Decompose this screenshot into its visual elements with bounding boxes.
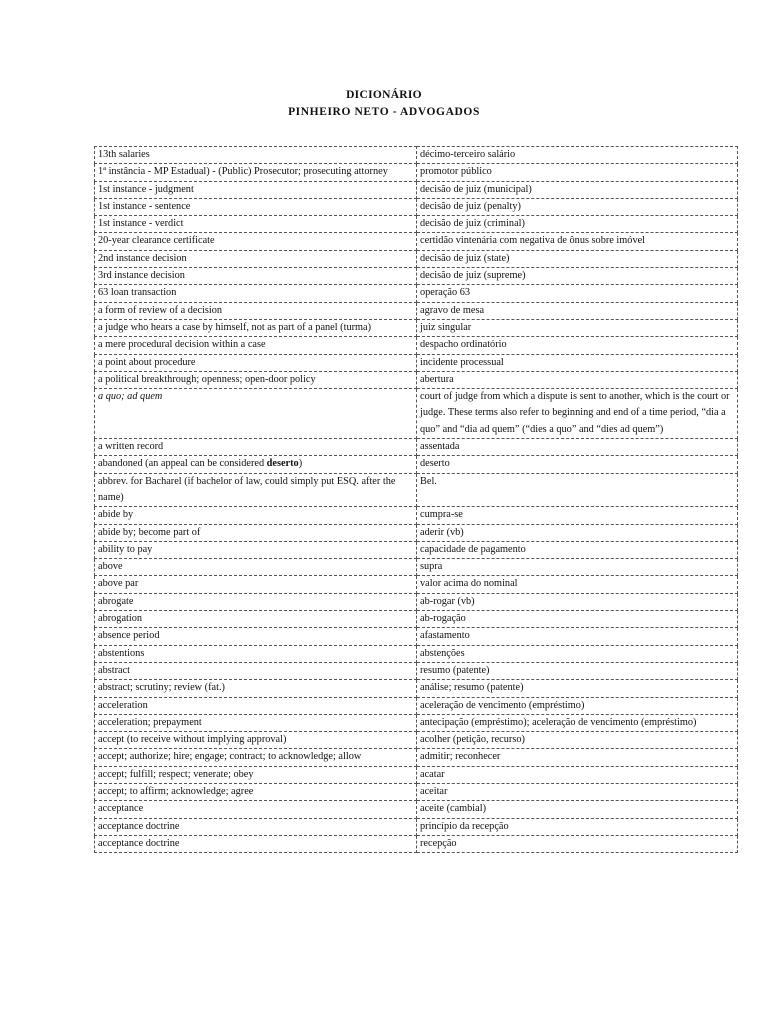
portuguese-term: certidão vintenária com negativa de ônus sobre imóvel: [417, 233, 738, 250]
portuguese-term: decisão de juiz (state): [417, 250, 738, 267]
table-row: [95, 456, 738, 473]
portuguese-term: admitir; reconhecer: [417, 749, 738, 766]
table-row: [95, 593, 738, 610]
glossary-table: [94, 146, 738, 853]
english-term: abide by; become part of: [95, 524, 417, 541]
table-row: [95, 611, 738, 628]
table-row: [95, 732, 738, 749]
english-term: a point about procedure: [95, 354, 417, 371]
table-row: [95, 198, 738, 215]
portuguese-term: court of judge from which a dispute is sent to another, which is the court or judge. These terms also refer to beginning and end of a time period, “dia a quo” and “dia ad quem” (“dies a quo” and “dies ad quem”): [417, 389, 738, 439]
english-term-text-end: ): [298, 458, 303, 470]
portuguese-term: decisão de juiz (supreme): [417, 268, 738, 285]
portuguese-term: aderir (vb): [417, 524, 738, 541]
portuguese-term: despacho ordinatório: [417, 337, 738, 354]
table-row: [95, 389, 738, 439]
portuguese-term: cumpra-se: [417, 507, 738, 524]
english-term: 63 loan transaction: [95, 285, 417, 302]
portuguese-term: afastamento: [417, 628, 738, 645]
portuguese-term: decisão de juiz (criminal): [417, 216, 738, 233]
english-term: accept; to affirm; acknowledge; agree: [95, 783, 417, 800]
portuguese-term: supra: [417, 559, 738, 576]
document-subtitle: PINHEIRO NETO - ADVOGADOS: [288, 106, 480, 118]
table-row: [95, 524, 738, 541]
table-row: [95, 576, 738, 593]
portuguese-term: decisão de juiz (municipal): [417, 181, 738, 198]
english-term: above: [95, 559, 417, 576]
table-row: [95, 285, 738, 302]
table-row: [95, 216, 738, 233]
english-term: a political breakthrough; openness; open-door policy: [95, 371, 417, 388]
portuguese-term: décimo-terceiro salário: [417, 147, 738, 164]
portuguese-term: promotor público: [417, 164, 738, 181]
english-term: acceptance: [95, 801, 417, 818]
portuguese-term: agravo de mesa: [417, 302, 738, 319]
portuguese-term: ab-rogar (vb): [417, 593, 738, 610]
english-term: abstract: [95, 662, 417, 679]
english-term: abbrev. for Bacharel (if bachelor of law, could simply put ESQ. after the name): [95, 473, 417, 507]
portuguese-term: capacidade de pagamento: [417, 541, 738, 558]
english-term-text: abandoned (an appeal can be considered: [98, 458, 267, 470]
portuguese-term: aceitar: [417, 783, 738, 800]
table-row: [95, 680, 738, 697]
table-row: [95, 181, 738, 198]
table-row: [95, 354, 738, 371]
english-term: 1ª instância - MP Estadual) - (Public) Prosecutor; prosecuting attorney: [95, 164, 417, 181]
english-term: [95, 456, 417, 473]
portuguese-term: juiz singular: [417, 319, 738, 336]
table-row: [95, 268, 738, 285]
table-row: [95, 164, 738, 181]
table-row: [95, 147, 738, 164]
table-row: [95, 337, 738, 354]
portuguese-term: decisão de juiz (penalty): [417, 198, 738, 215]
portuguese-term: princípio da recepção: [417, 818, 738, 835]
english-term: acceptance doctrine: [95, 818, 417, 835]
english-term: above par: [95, 576, 417, 593]
english-term: accept; authorize; hire; engage; contract; to acknowledge; allow: [95, 749, 417, 766]
english-term: 1st instance - judgment: [95, 181, 417, 198]
table-row: [95, 371, 738, 388]
table-row: [95, 801, 738, 818]
table-row: [95, 302, 738, 319]
table-row: [95, 818, 738, 835]
portuguese-term: deserto: [417, 456, 738, 473]
english-term: ability to pay: [95, 541, 417, 558]
english-term: a mere procedural decision within a case: [95, 337, 417, 354]
english-term: abide by: [95, 507, 417, 524]
english-term: 1st instance - sentence: [95, 198, 417, 215]
portuguese-term: resumo (patente): [417, 662, 738, 679]
portuguese-term: operação 63: [417, 285, 738, 302]
portuguese-term: abertura: [417, 371, 738, 388]
portuguese-term: antecipação (empréstimo); aceleração de vencimento (empréstimo): [417, 714, 738, 731]
english-term: accept; fulfill; respect; venerate; obey: [95, 766, 417, 783]
english-term: a judge who hears a case by himself, not as part of a panel (turma): [95, 319, 417, 336]
portuguese-term: abstenções: [417, 645, 738, 662]
english-term: acceleration; prepayment: [95, 714, 417, 731]
english-term: 2nd instance decision: [95, 250, 417, 267]
table-row: [95, 541, 738, 558]
table-row: [95, 628, 738, 645]
table-row: [95, 766, 738, 783]
table-row: [95, 233, 738, 250]
portuguese-term: assentada: [417, 439, 738, 456]
english-term: 1st instance - verdict: [95, 216, 417, 233]
english-term: accept (to receive without implying approval): [95, 732, 417, 749]
english-term-bold: deserto: [266, 458, 299, 470]
portuguese-term: recepção: [417, 835, 738, 852]
table-row: [95, 319, 738, 336]
table-row: [95, 645, 738, 662]
table-row: [95, 507, 738, 524]
english-term: acceptance doctrine: [95, 835, 417, 852]
english-term: 3rd instance decision: [95, 268, 417, 285]
english-term: abstentions: [95, 645, 417, 662]
portuguese-term: acatar: [417, 766, 738, 783]
portuguese-term: análise; resumo (patente): [417, 680, 738, 697]
english-term: a quo; ad quem: [95, 389, 417, 439]
table-row: [95, 559, 738, 576]
english-term: absence period: [95, 628, 417, 645]
english-term: abstract; scrutiny; review (fat.): [95, 680, 417, 697]
english-term: a form of review of a decision: [95, 302, 417, 319]
english-term: a written record: [95, 439, 417, 456]
table-row: [95, 714, 738, 731]
english-term: abrogation: [95, 611, 417, 628]
portuguese-term: acolher (petição, recurso): [417, 732, 738, 749]
portuguese-term: ab-rogação: [417, 611, 738, 628]
table-row: [95, 439, 738, 456]
table-row: [95, 835, 738, 852]
portuguese-term: incidente processual: [417, 354, 738, 371]
english-term: 13th salaries: [95, 147, 417, 164]
portuguese-term: valor acima do nominal: [417, 576, 738, 593]
english-term: acceleration: [95, 697, 417, 714]
table-row: [95, 783, 738, 800]
portuguese-term: aceite (cambial): [417, 801, 738, 818]
portuguese-term: aceleração de vencimento (empréstimo): [417, 697, 738, 714]
english-term: 20-year clearance certificate: [95, 233, 417, 250]
table-row: [95, 697, 738, 714]
table-row: [95, 749, 738, 766]
portuguese-term: Bel.: [417, 473, 738, 507]
table-row: [95, 473, 738, 507]
english-term: abrogate: [95, 593, 417, 610]
table-row: [95, 662, 738, 679]
table-row: [95, 250, 738, 267]
document-title: DICIONÁRIO: [346, 89, 422, 101]
